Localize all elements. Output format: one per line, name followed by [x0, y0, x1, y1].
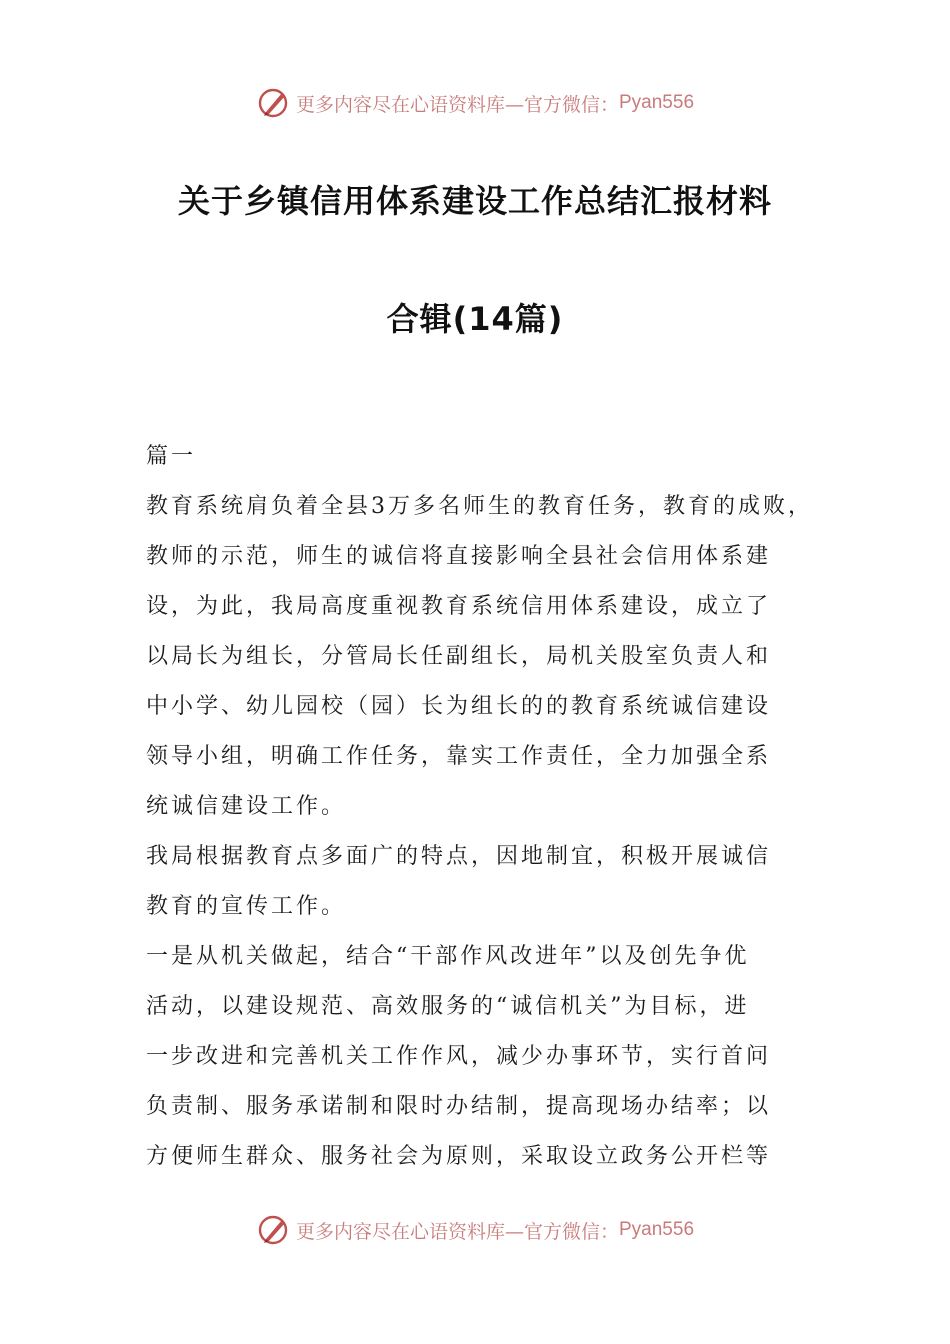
- body-line: 负责制、服务承诺制和限时办结制，提高现场办结率；以: [146, 1094, 772, 1119]
- header-banner-handle: Pyan556: [619, 92, 695, 113]
- header-banner-text: 更多内容尽在心语资料库—官方微信：: [295, 93, 619, 116]
- body-line: 以局长为组长，分管局长任副组长，局机关股室负责人和: [146, 644, 772, 669]
- pen-logo-icon: [256, 85, 292, 121]
- document-title-line-1: 关于乡镇信用体系建设工作总结汇报材料: [177, 182, 772, 220]
- body-line: 我局根据教育点多面广的特点，因地制宜，积极开展诚信: [146, 844, 772, 869]
- pen-logo-icon: [256, 1212, 292, 1248]
- body-line: 教育系统肩负着全县3万多名师生的教育任务，教育的成败，: [146, 494, 813, 519]
- footer-watermark-banner: [0, 1210, 950, 1250]
- document-body: [146, 432, 836, 1182]
- body-line: 篇一: [146, 444, 197, 469]
- body-line: 领导小组，明确工作任务，靠实工作责任，全力加强全系: [146, 744, 772, 769]
- body-line: 一是从机关做起，结合“干部作风改进年”以及创先争优: [146, 944, 750, 969]
- footer-banner-text: 更多内容尽在心语资料库—官方微信：: [295, 1220, 619, 1243]
- body-line: 方便师生群众、服务社会为原则，采取设立政务公开栏等: [146, 1144, 772, 1169]
- header-watermark-banner: [0, 83, 950, 123]
- body-line: 教师的示范，师生的诚信将直接影响全县社会信用体系建: [146, 544, 772, 569]
- body-line: 统诚信建设工作。: [146, 794, 347, 819]
- body-line: 教育的宣传工作。: [146, 894, 347, 919]
- body-line: 中小学、幼儿园校（园）长为组长的的教育系统诚信建设: [146, 694, 772, 719]
- footer-banner-handle: Pyan556: [619, 1219, 695, 1240]
- document-title-line-2: 合辑(14篇): [386, 300, 564, 338]
- body-line: 设，为此，我局高度重视教育系统信用体系建设，成立了: [146, 594, 772, 619]
- body-line: 一步改进和完善机关工作作风，减少办事环节，实行首问: [146, 1044, 772, 1069]
- body-line: 活动，以建设规范、高效服务的“诚信机关”为目标，进: [146, 994, 750, 1019]
